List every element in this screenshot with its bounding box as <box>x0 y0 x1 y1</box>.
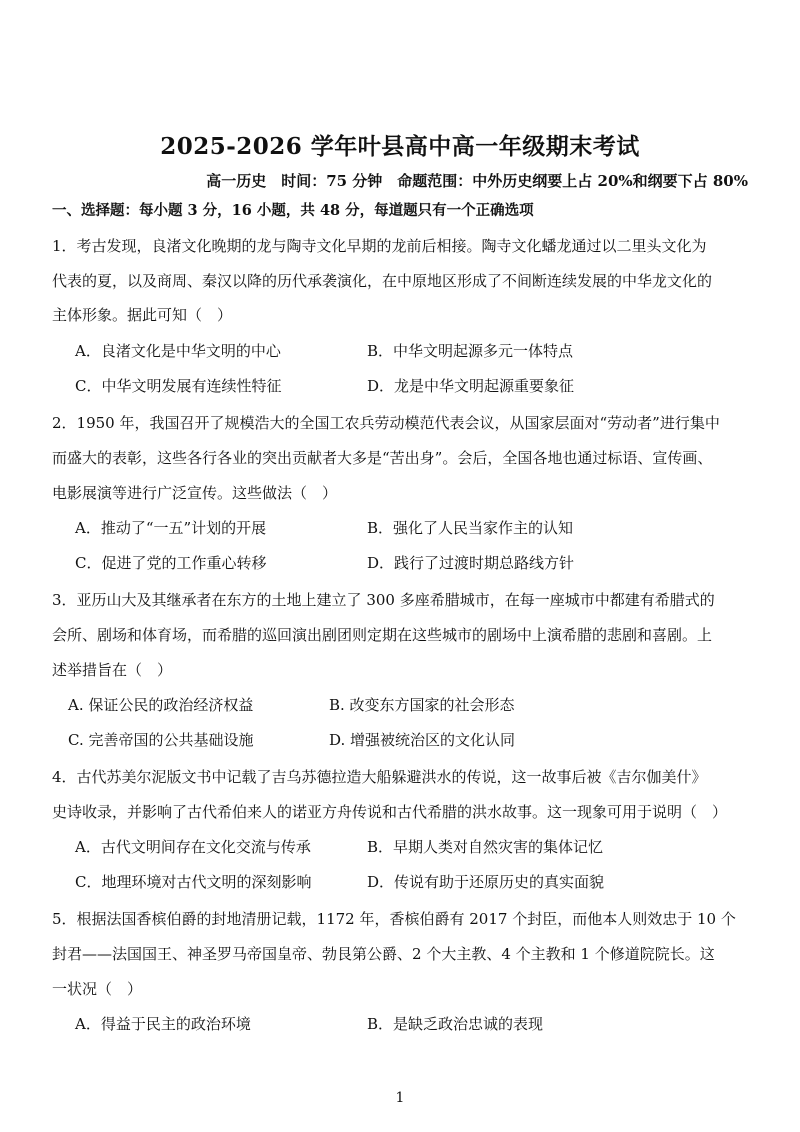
question-5-line-3: 一状况（ ） <box>52 980 143 998</box>
question-4-line-2: 史诗收录，并影响了古代希伯来人的诺亚方舟传说和古代希腊的洪水故事。这一现象可用于说明（ ） <box>52 803 728 821</box>
question-5-line-1: 5．根据法国香槟伯爵的封地清册记载，1172 年，香槟伯爵有 2017 个封臣，而他本人则效忠于 10 个 <box>52 910 736 928</box>
question-5-option-b[interactable]: B．是缺乏政治忠诚的表现 <box>367 1015 544 1033</box>
question-5-line-2: 封君——法国国王、神圣罗马帝国皇帝、勃艮第公爵、2 个大主教、4 个主教和 1 个修道院院长。这 <box>52 945 715 963</box>
question-2-line-1: 2．1950 年，我国召开了规模浩大的全国工农兵劳动模范代表会议，从国家层面对“劳动者”进行集中 <box>52 414 720 432</box>
question-1-line-3: 主体形象。据此可知（ ） <box>52 306 233 324</box>
question-1-option-b[interactable]: B．中华文明起源多元一体特点 <box>367 342 574 360</box>
question-4-line-1: 4．古代苏美尔泥版文书中记载了吉乌苏德拉造大船躲避洪水的传说，这一故事后被《吉尔伽美什》 <box>52 768 707 786</box>
question-2-option-c[interactable]: C．促进了党的工作重心转移 <box>75 554 267 572</box>
question-2-line-3: 电影展演等进行广泛宣传。这些做法（ ） <box>52 484 338 502</box>
question-2-option-a[interactable]: A．推动了“一五”计划的开展 <box>75 519 267 537</box>
question-3-option-c[interactable]: C. 完善帝国的公共基础设施 <box>68 731 254 749</box>
exam-subtitle: 高一历史 时间：75 分钟 命题范围：中外历史纲要上占 20%和纲要下占 80% <box>206 172 748 190</box>
question-3-line-2: 会所、剧场和体育场，而希腊的巡回演出剧团则定期在这些城市的剧场中上演希腊的悲剧和喜剧。上 <box>52 626 713 644</box>
question-4-option-d[interactable]: D．传说有助于还原历史的真实面貌 <box>367 873 605 891</box>
question-1-line-1: 1．考古发现，良渚文化晚期的龙与陶寺文化早期的龙前后相接。陶寺文化蟠龙通过以二里头文化为 <box>52 237 707 255</box>
question-2-option-b[interactable]: B．强化了人民当家作主的认知 <box>367 519 574 537</box>
question-3-option-d[interactable]: D. 增强被统治区的文化认同 <box>329 731 516 749</box>
question-4-option-b[interactable]: B．早期人类对自然灾害的集体记忆 <box>367 838 604 856</box>
question-4-option-a[interactable]: A．古代文明间存在文化交流与传承 <box>75 838 311 856</box>
question-2-line-2: 而盛大的表彰，这些各行各业的突出贡献者大多是“苦出身”。会后，全国各地也通过标语、宣传画、 <box>52 449 713 467</box>
question-3-line-3: 述举措旨在（ ） <box>52 661 173 679</box>
page-number: 1 <box>395 1090 405 1106</box>
question-3-option-a[interactable]: A. 保证公民的政治经济权益 <box>68 696 254 714</box>
exam-title: 2025-2026 学年叶县高中高一年级期末考试 <box>160 133 640 160</box>
section-heading: 一、选择题：每小题 3 分，16 小题，共 48 分，每道题只有一个正确选项 <box>52 202 534 219</box>
question-4-option-c[interactable]: C．地理环境对古代文明的深刻影响 <box>75 873 312 891</box>
question-1-option-c[interactable]: C．中华文明发展有连续性特征 <box>75 377 282 395</box>
question-1-option-d[interactable]: D．龙是中华文明起源重要象征 <box>367 377 575 395</box>
question-3-line-1: 3．亚历山大及其继承者在东方的土地上建立了 300 多座希腊城市，在每一座城市中都建有希腊式的 <box>52 591 715 609</box>
question-5-option-a[interactable]: A．得益于民主的政治环境 <box>75 1015 251 1033</box>
question-2-option-d[interactable]: D．践行了过渡时期总路线方针 <box>367 554 575 572</box>
question-1-line-2: 代表的夏，以及商周、秦汉以降的历代承袭演化，在中原地区形成了不间断连续发展的中华龙文化的 <box>52 272 713 290</box>
question-3-option-b[interactable]: B. 改变东方国家的社会形态 <box>329 696 515 714</box>
question-1-option-a[interactable]: A．良渚文化是中华文明的中心 <box>75 342 281 360</box>
